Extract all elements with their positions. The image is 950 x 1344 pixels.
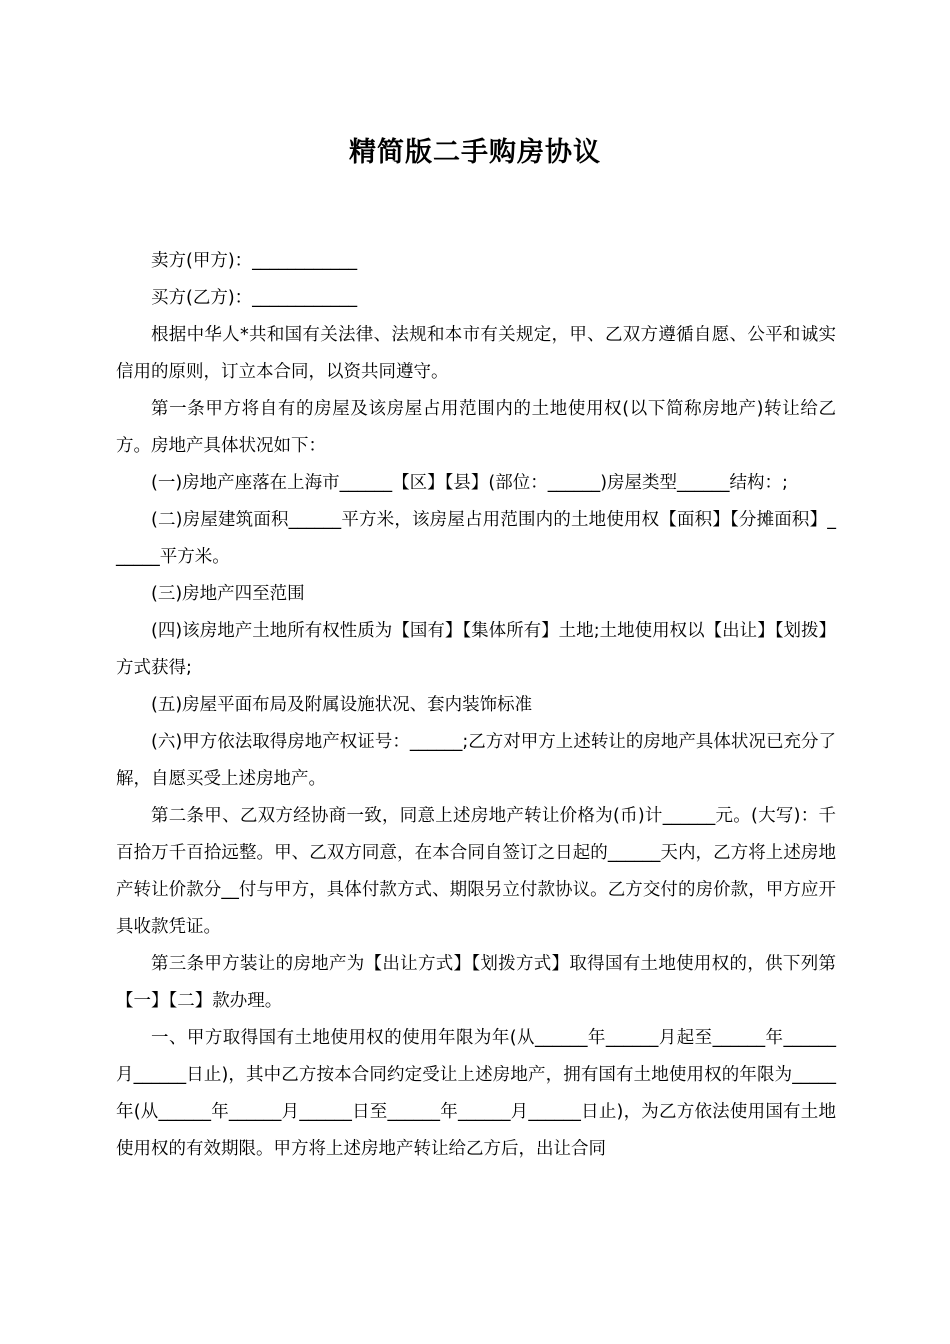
item-1-paragraph: (一)房地产座落在上海市______【区】【县】(部位：______)房屋类型______结构：; xyxy=(151,473,788,493)
item-3-paragraph: (三)房地产四至范围 xyxy=(151,584,305,604)
item-6-paragraph: (六)甲方依法取得房地产权证号：______;乙方对甲方上述转让的房地产具体状况已充分了解，自愿买受上述房地产。 xyxy=(116,732,836,789)
document-title: 精简版二手购房协议 xyxy=(349,137,601,168)
item-5-paragraph: (五)房屋平面布局及附属设施状况、套内装饰标准 xyxy=(151,695,533,715)
article-3-paragraph: 第三条甲方装让的房地产为【出让方式】【划拨方式】取得国有土地使用权的，供下列第【一】【二】款办理。 xyxy=(116,954,836,1011)
seller-line: 卖方(甲方)：____________ xyxy=(151,251,358,271)
document-body xyxy=(116,243,836,1168)
buyer-line: 买方(乙方)：____________ xyxy=(151,288,358,308)
item-2-paragraph: (二)房屋建筑面积______平方米，该房屋占用范围内的土地使用权【面积】【分摊面积】______平方米。 xyxy=(116,510,836,567)
clause-1-paragraph: 一、甲方取得国有土地使用权的使用年限为年(从______年______月起至______年______月______日止)，其中乙方按本合同约定受让上述房地产，拥有国有土地使用权的年限为_____年(从______年______月______日至______年______月______日止)，为乙方依法使用国有土地使用权的有效期限。甲方将上述房地产转让给乙方后，出让合同 xyxy=(116,1028,836,1159)
article-1-paragraph: 第一条甲方将自有的房屋及该房屋占用范围内的土地使用权(以下简称房地产)转让给乙方。房地产具体状况如下： xyxy=(116,399,836,456)
article-2-paragraph: 第二条甲、乙双方经协商一致，同意上述房地产转让价格为(币)计______元。(大写)：千百拾万千百拾远整。甲、乙双方同意，在本合同自签订之日起的______天内，乙方将上述房地产转让价款分__付与甲方，具体付款方式、期限另立付款协议。乙方交付的房价款，甲方应开具收款凭证。 xyxy=(116,806,836,937)
item-4-paragraph: (四)该房地产土地所有权性质为【国有】【集体所有】土地;土地使用权以【出让】【划拨】方式获得; xyxy=(116,621,836,678)
preamble-paragraph: 根据中华人*共和国有关法律、法规和本市有关规定，甲、乙双方遵循自愿、公平和诚实信用的原则，订立本合同，以资共同遵守。 xyxy=(116,325,836,382)
